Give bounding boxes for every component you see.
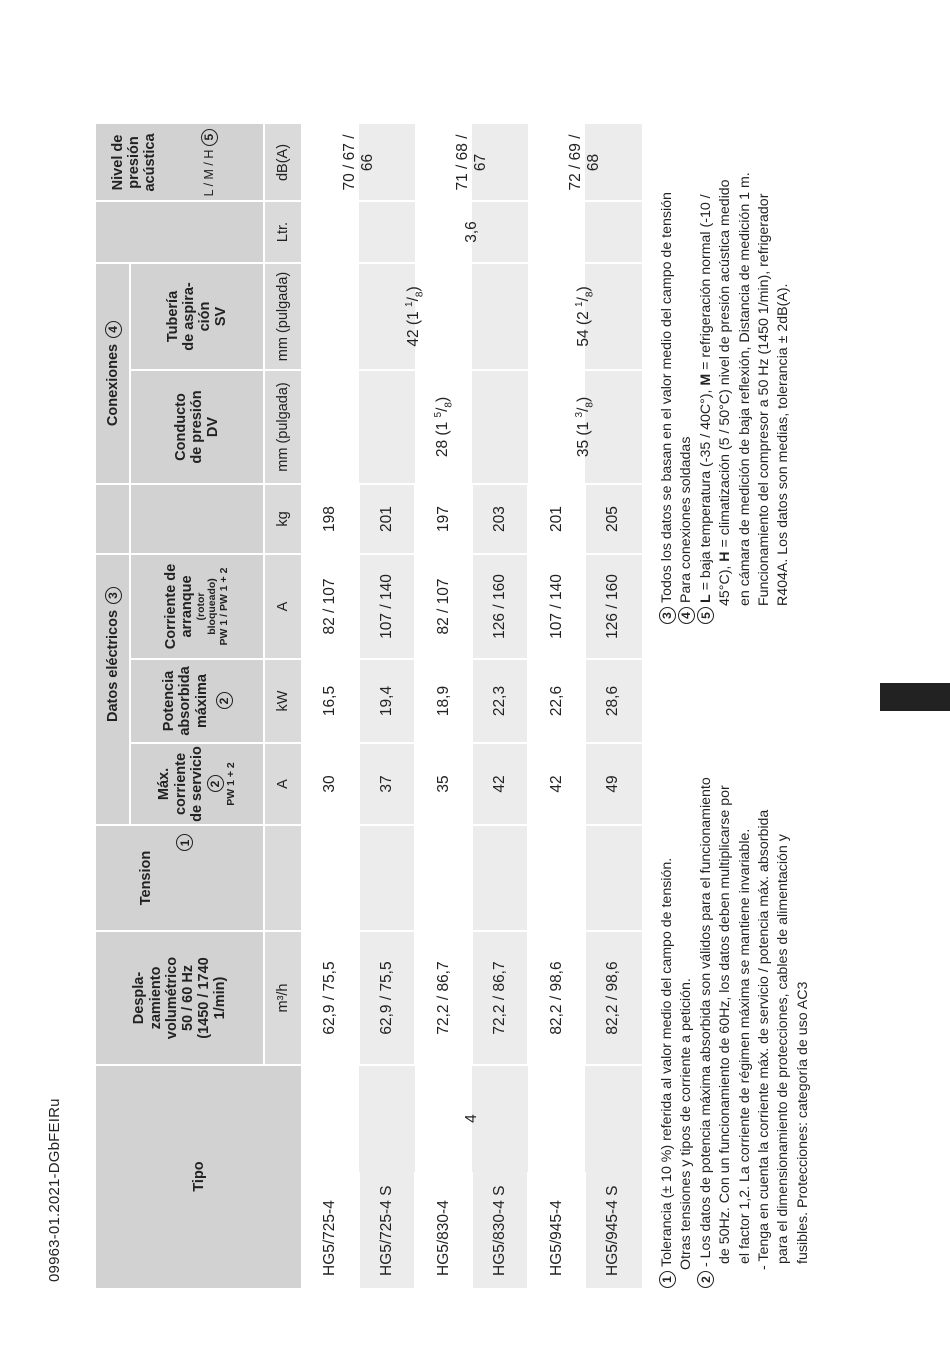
unit-cell <box>264 124 302 201</box>
footnotes-left <box>658 668 813 1288</box>
text: 70 / 67 / 66 <box>340 134 376 191</box>
unit-cell <box>264 484 302 554</box>
cell-corriente <box>472 743 529 825</box>
bold-M: M <box>697 373 714 386</box>
footnote-5-line-1 <box>697 24 716 624</box>
header-nivel-presion <box>96 124 264 201</box>
spec-table <box>96 124 642 1288</box>
text: 126 / 160 <box>604 574 622 639</box>
cell-cilindros <box>302 1065 642 1172</box>
text: 42 (1 <box>405 306 423 347</box>
text: HG5/830-4 S <box>491 1185 509 1276</box>
cell-aceite <box>302 201 642 263</box>
unit-cell <box>264 201 302 263</box>
text: 197 <box>434 506 452 532</box>
text: bloqueado) <box>206 578 219 635</box>
text: volumétrico <box>163 956 180 1040</box>
unit-cell <box>264 370 302 484</box>
cell-peso <box>359 484 416 554</box>
footnote-3-text: Todos los datos se basan en el valor medio del campo de tensión <box>659 192 675 603</box>
cell-tipo <box>415 1172 472 1288</box>
cell-potencia <box>302 659 359 743</box>
cell-tipo <box>585 1172 642 1288</box>
text: ) <box>433 396 451 403</box>
note-4-icon: 4 <box>105 321 122 338</box>
cell-arranque <box>585 554 642 659</box>
text: / <box>405 297 423 302</box>
text: 19,4 <box>377 685 395 717</box>
footnote-5-text: = baja temperatura (-35 / 40C°), <box>697 385 714 595</box>
text: ) <box>575 286 593 292</box>
bold-H: H <box>717 551 734 562</box>
header-max-corriente <box>130 743 264 825</box>
header-desplazamiento <box>96 931 264 1065</box>
text: / <box>575 407 593 412</box>
footnote-5-line: en cámara de medición de baja reflexión, Distancia de medición 1 m. <box>736 172 753 606</box>
grid-line <box>358 484 360 1065</box>
footnote-2-line: de 50Hz. Con un funcionamiento de 60Hz, los datos deben multiplicarse por <box>717 785 734 1264</box>
unit-tension-blank <box>264 825 302 931</box>
cell-potencia <box>415 659 472 743</box>
cell-tipo <box>472 1172 529 1288</box>
text: 16,5 <box>321 685 339 717</box>
footnote-1-line-2: Otras tensiones y tipos de corriente a petición. <box>678 978 695 1270</box>
cell-sv-2 <box>528 263 641 370</box>
text: Datos eléctricos <box>104 609 121 723</box>
cell-corriente <box>585 743 642 825</box>
document-id: 09963-01.2021-DGbFEIRu <box>46 1098 63 1282</box>
text: 5 <box>432 411 444 418</box>
cell-despla <box>472 931 529 1065</box>
cell-arranque <box>415 554 472 659</box>
pipe-size <box>404 286 426 346</box>
footnote-1-text: Tolerancia (± 10 %) referida al valor medio del campo de tensión. <box>659 857 675 1267</box>
grid-line <box>129 263 131 825</box>
text: 35 <box>434 775 452 793</box>
page-tab-marker <box>880 683 950 711</box>
bold-L: L <box>697 594 714 603</box>
text: Tubería <box>164 290 181 343</box>
text: de aspira- <box>180 282 197 351</box>
header-potencia <box>130 659 264 743</box>
text: 28,6 <box>604 685 622 717</box>
unit-cell <box>264 554 302 659</box>
text: (rotor <box>194 592 207 621</box>
text: 8 <box>584 291 596 298</box>
footnote-1-line-1 <box>658 668 677 1288</box>
text: 201 <box>547 506 565 532</box>
grid-line <box>471 484 473 1065</box>
footnote-5-text: 45°C), <box>717 561 734 606</box>
text: arranque <box>179 575 196 638</box>
text: ción <box>197 301 213 332</box>
text: corriente <box>172 752 189 816</box>
text: PW 1 + 2 <box>224 762 237 806</box>
footnote-2-line: para el dimensionamiento de protecciones, cables de alimentación y <box>775 834 792 1264</box>
cell-peso <box>302 484 359 554</box>
grid-line <box>584 1172 586 1288</box>
pipe-size <box>433 397 455 457</box>
text: 50 / 60 Hz <box>180 964 196 1032</box>
footnote-5-text: = climatización (5 / 50°C) nivel de presión acústica medido <box>717 179 734 552</box>
text: 1/min) <box>212 976 229 1020</box>
cell-potencia <box>585 659 642 743</box>
cell-dv-1 <box>415 370 472 484</box>
text: PW 1 / PW 1 + 2 <box>218 567 231 646</box>
cell-peso <box>415 484 472 554</box>
grid-line <box>527 484 529 1065</box>
cell-tipo <box>359 1172 416 1288</box>
text: 82,2 / 98,6 <box>604 961 622 1035</box>
cell-tipo <box>302 1172 359 1288</box>
text: 71 / 68 / 67 <box>453 134 489 191</box>
footnote-2-text: - Los datos de potencia máxima absorbida son válidos para el funcionamiento <box>697 777 714 1267</box>
header-aceite <box>96 201 264 263</box>
text: kW <box>274 690 291 712</box>
note-4-icon: 4 <box>678 607 695 624</box>
note-1-icon: 1 <box>176 835 193 852</box>
text: 82 / 107 <box>321 578 339 635</box>
text: 82 / 107 <box>434 578 452 635</box>
cell-arranque <box>302 554 359 659</box>
note-5-icon: 5 <box>697 607 714 624</box>
text: kg <box>274 511 291 527</box>
text: de servicio <box>188 746 205 822</box>
text: 107 / 140 <box>547 574 565 639</box>
sound-sub-header <box>201 129 218 197</box>
text: 72,2 / 86,7 <box>434 961 452 1035</box>
grid-line <box>96 1064 642 1066</box>
note-3-icon: 3 <box>659 607 676 624</box>
footnote-5-line: Funcionamiento del compresor a 50 Hz (1450 1/min), refrigerador <box>756 193 773 606</box>
cell-arranque <box>528 554 585 659</box>
footnote-2-line-1 <box>697 668 716 1288</box>
text: 3 <box>574 411 586 418</box>
text: 8 <box>414 291 426 298</box>
cell-peso <box>585 484 642 554</box>
cell-despla <box>359 931 416 1065</box>
grid-line <box>414 484 416 1065</box>
text: de presión <box>188 390 205 464</box>
text: HG5/945-4 <box>547 1200 565 1276</box>
cell-peso <box>472 484 529 554</box>
grid-line <box>96 200 642 202</box>
text: 18,9 <box>434 685 452 717</box>
text: absorbida <box>177 666 194 736</box>
text: (1450 / 1740 <box>196 957 213 1039</box>
text: 3,6 <box>462 221 480 243</box>
grid-line <box>584 484 586 1065</box>
text: 37 <box>377 775 395 793</box>
cell-arranque <box>472 554 529 659</box>
pipe-size <box>574 397 596 457</box>
grid-line <box>130 658 642 660</box>
footnotes-right <box>658 24 794 624</box>
text: 1 <box>574 301 586 307</box>
grid-line <box>358 1172 360 1288</box>
text: 22,3 <box>491 685 509 717</box>
text: 22,6 <box>547 685 565 717</box>
cell-corriente <box>302 743 359 825</box>
note-2-icon: 2 <box>216 693 233 710</box>
text: 82,2 / 98,6 <box>547 961 565 1035</box>
footnote-2-line: el factor 1,2. La corriente de régimen máxima se mantiene invariable. <box>736 828 753 1264</box>
cell-arranque <box>359 554 416 659</box>
footnote-2-line: - Tenga en cuenta la corriente máx. de servicio / potencia máx. absorbida <box>756 809 773 1270</box>
grid-line <box>130 742 642 744</box>
cell-dv-2 <box>528 370 641 484</box>
header-tuberia-aspiracion <box>130 263 264 370</box>
text: SV <box>213 306 230 327</box>
cell-despla <box>585 931 642 1065</box>
header-conexiones <box>96 263 130 484</box>
grid-line <box>414 1172 416 1288</box>
grid-line <box>96 483 642 485</box>
grid-line <box>96 553 642 555</box>
text: 205 <box>604 506 622 532</box>
cell-potencia <box>528 659 585 743</box>
grid-line <box>96 262 642 264</box>
text: HG5/830-4 <box>434 1200 452 1276</box>
text: Ltr. <box>274 221 291 243</box>
cell-corriente <box>415 743 472 825</box>
cell-tipo <box>528 1172 585 1288</box>
header-peso <box>130 484 264 554</box>
text: 4 <box>462 1114 480 1123</box>
text: 8 <box>442 402 454 408</box>
text: 49 <box>604 775 622 793</box>
unit-cell <box>264 659 302 743</box>
text: 72,2 / 86,7 <box>491 961 509 1035</box>
text: HG5/725-4 S <box>377 1185 395 1276</box>
grid-line <box>301 124 303 1288</box>
unit-cell <box>264 931 302 1065</box>
cell-peso <box>528 484 585 554</box>
text: zamiento <box>147 966 164 1030</box>
cell-corriente <box>359 743 416 825</box>
cell-despla <box>415 931 472 1065</box>
cell-ruido-2 <box>415 124 528 201</box>
cell-despla <box>302 931 359 1065</box>
pipe-size <box>574 286 596 346</box>
cell-ruido-1 <box>302 124 415 201</box>
text: 198 <box>321 506 339 532</box>
text: 28 (1 <box>433 417 451 458</box>
text: Máx. <box>156 767 173 801</box>
header-conducto-presion <box>130 370 264 484</box>
text: DV <box>205 416 222 438</box>
cell-potencia <box>359 659 416 743</box>
text: Nivel de <box>110 134 126 191</box>
note-3-icon: 3 <box>105 587 122 604</box>
grid-line <box>96 930 642 932</box>
grid-line <box>263 124 265 1065</box>
text: ) <box>575 396 593 403</box>
cell-despla <box>528 931 585 1065</box>
header-peso-top <box>96 484 130 554</box>
text: HG5/945-4 S <box>604 1185 622 1276</box>
note-2-icon: 2 <box>207 776 224 793</box>
cell-potencia <box>472 659 529 743</box>
note-5-icon: 5 <box>201 129 218 146</box>
unit-cell <box>264 743 302 825</box>
text: 107 / 140 <box>377 574 395 639</box>
text: acústica <box>142 133 159 192</box>
grid-line <box>130 369 642 371</box>
text: 126 / 160 <box>491 574 509 639</box>
note-2-icon: 2 <box>697 1271 714 1288</box>
footnote-4-text: Para conexiones soldadas <box>678 436 695 603</box>
text: HG5/725-4 <box>321 1200 339 1276</box>
grid-line <box>527 1172 529 1288</box>
text: 30 <box>321 775 339 793</box>
footnote-5-text: = refrigeración normal (-10 / <box>697 194 714 374</box>
text: Tipo <box>190 1161 207 1192</box>
text: A <box>274 779 291 789</box>
text: máxima <box>193 674 210 729</box>
header-tipo <box>96 1065 302 1288</box>
cell-ruido-3 <box>528 124 641 201</box>
text: L / M / H <box>202 149 217 197</box>
text: / <box>433 407 451 412</box>
footnote-4 <box>677 24 696 624</box>
text: m³/h <box>274 983 291 1013</box>
text: ) <box>405 286 423 292</box>
text: / <box>575 297 593 302</box>
unit-cell <box>264 263 302 370</box>
text: Potencia <box>161 670 178 732</box>
footnote-3 <box>658 24 677 624</box>
footnote-5-line: R404A. Los datos son medias, tolerancia ± 2dB(A). <box>775 283 792 606</box>
text: Conexiones <box>104 343 121 427</box>
grid-line <box>471 1172 473 1288</box>
text: 203 <box>491 506 509 532</box>
footnote-2-line: fusibles. Protecciones: categoría de uso AC3 <box>794 981 811 1264</box>
grid-line <box>96 824 642 826</box>
text: presión <box>126 136 143 189</box>
text: mm (pulgada) <box>274 271 291 362</box>
text: 72 / 69 / 68 <box>567 134 602 191</box>
text: Conducto <box>172 393 189 461</box>
text: mm (pulgada) <box>274 382 291 472</box>
text: 8 <box>584 402 596 408</box>
text: 42 <box>491 775 509 793</box>
text: Despla- <box>131 971 148 1025</box>
text: dB(A) <box>274 143 291 182</box>
text: 54 (2 <box>575 306 593 347</box>
text: Corriente de <box>163 563 180 650</box>
footnote-5-line-2 <box>716 24 735 624</box>
text: 201 <box>377 506 395 532</box>
note-1-icon: 1 <box>659 1271 676 1288</box>
text: 1 <box>404 301 416 307</box>
text: 62,9 / 75,5 <box>321 961 339 1035</box>
cell-corriente <box>528 743 585 825</box>
header-corriente-arranque <box>130 554 264 659</box>
cell-sv-1 <box>302 263 528 370</box>
text: A <box>274 601 291 612</box>
text: 35 (1 <box>575 417 593 458</box>
text: 62,9 / 75,5 <box>377 961 395 1035</box>
text: Tension <box>138 850 154 906</box>
text: 42 <box>547 775 565 793</box>
